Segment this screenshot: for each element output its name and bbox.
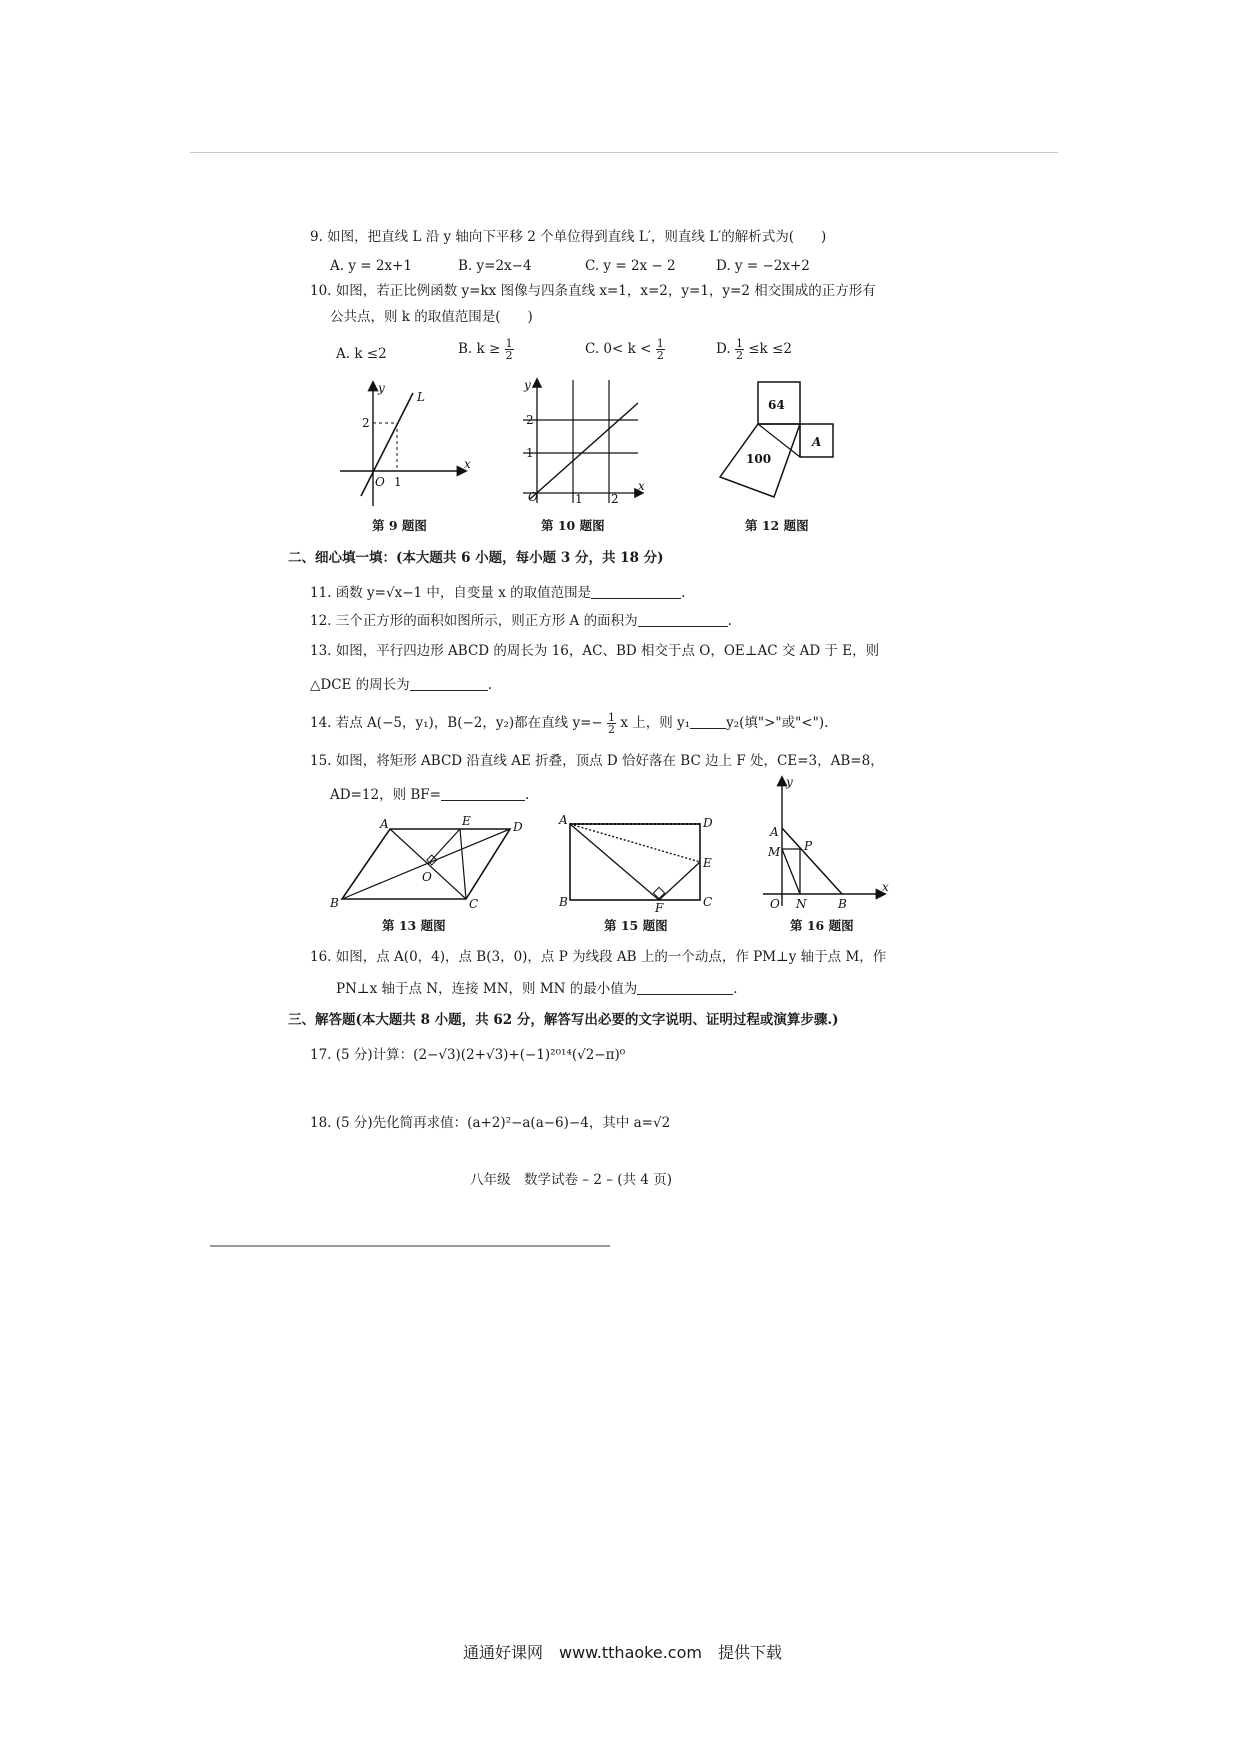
question-14	[310, 712, 828, 735]
point-e-label: E	[462, 814, 471, 828]
q9-option-b: B. y=2x−4	[458, 258, 532, 274]
origin-label: O	[770, 897, 780, 911]
segment-oe	[428, 829, 460, 864]
question-13-line-1: 13. 如图，平行四边形 ABCD 的周长为 16，AC、BD 相交于点 O，OE⊥AC 交 AD 于 E，则	[310, 643, 880, 659]
square-a-label: A	[812, 435, 822, 449]
x-tick-1: 1	[575, 492, 583, 506]
segment-mn	[782, 849, 800, 894]
vertex-c-label: C	[703, 895, 713, 909]
y-axis-label: y	[378, 381, 385, 395]
vertex-b-label: B	[559, 895, 568, 909]
question-13-text: △DCE 的周长为	[310, 677, 410, 693]
question-15-line-2	[330, 786, 529, 804]
question-12	[310, 612, 732, 630]
y-axis-label: y	[524, 378, 531, 392]
fraction-denominator: 2	[656, 349, 664, 362]
fraction-numerator: 1	[608, 711, 616, 724]
fraction-half	[505, 338, 514, 361]
answer-blank[interactable]	[638, 612, 728, 627]
point-m-label: M	[768, 845, 781, 859]
origin-label: O	[375, 475, 385, 489]
question-9: 9. 如图，把直线 L 沿 y 轴向下平移 2 个单位得到直线 L′，则直线 L′的解析式为( )	[310, 229, 827, 245]
point-n-label: N	[796, 897, 807, 911]
q10-option-d	[716, 338, 792, 361]
question-14-mid: x 上，则 y₁	[620, 715, 691, 731]
question-16-line-1: 16. 如图，点 A(0，4)，点 B(3，0)，点 P 为线段 AB 上的一个动点，作 PM⊥y 轴于点 M，作	[310, 949, 887, 965]
vertex-d-label: D	[513, 820, 523, 834]
page-footer: 八年级 数学试卷 – 2 – (共 4 页)	[470, 1172, 672, 1188]
rectangle-abcd	[570, 824, 700, 900]
question-16-end: .	[733, 981, 738, 997]
point-a-label: A	[770, 825, 779, 839]
figure-15-caption: 第 15 题图	[604, 918, 668, 933]
fraction-numerator: 1	[656, 337, 664, 350]
point-o-label: O	[422, 870, 432, 884]
question-12-end: .	[727, 613, 732, 629]
figure-10-caption: 第 10 题图	[541, 518, 605, 533]
question-15-text: AD=12，则 BF=	[330, 787, 441, 803]
question-15-end: .	[524, 787, 530, 803]
figure-9-caption: 第 9 题图	[372, 518, 427, 533]
question-15-line-1: 15. 如图，将矩形 ABCD 沿直线 AE 折叠，顶点 D 恰好落在 BC 边上 F 处，CE=3，AB=8，	[310, 753, 884, 769]
segment-ce	[460, 829, 466, 899]
question-11-text: 11. 函数 y=√x−1 中，自变量 x 的取值范围是	[310, 585, 592, 601]
q10-option-b-label: B. k ≥	[458, 341, 501, 357]
fraction-half	[607, 712, 616, 735]
figure-15	[555, 812, 715, 915]
segment-af	[570, 824, 659, 900]
fraction-half	[656, 338, 665, 361]
line-y-kx	[530, 403, 638, 499]
figure-12	[712, 378, 842, 508]
answer-blank[interactable]	[637, 980, 733, 995]
line-l-label: L	[417, 390, 425, 404]
question-16-line-2	[336, 980, 738, 998]
x-axis-label: x	[464, 457, 471, 471]
x-axis-label: x	[638, 479, 645, 493]
question-10-line-1: 10. 如图，若正比例函数 y=kx 图像与四条直线 x=1，x=2，y=1，y=2 相交围成的正方形有	[310, 283, 876, 299]
segment-ab	[782, 828, 842, 894]
figure-10	[518, 375, 648, 505]
y-tick-2: 2	[526, 413, 534, 427]
segment-fe	[659, 862, 700, 900]
section-3-heading: 三、解答题(本大题共 8 小题，共 62 分，解答写出必要的文字说明、证明过程或演算步骤.)	[288, 1012, 839, 1028]
vertex-b-label: B	[330, 896, 339, 910]
figure-16	[758, 774, 888, 914]
question-10-line-2: 公共点，则 k 的取值范围是( )	[330, 309, 533, 325]
y-axis-label: y	[786, 775, 793, 789]
q10-option-c-label: C. 0< k <	[585, 341, 652, 357]
point-e-label: E	[703, 856, 712, 870]
vertex-c-label: C	[469, 897, 479, 911]
question-14-text: 14. 若点 A(−5，y₁)，B(−2，y₂)都在直线 y=−	[310, 715, 603, 731]
question-16-text: PN⊥x 轴于点 N，连接 MN，则 MN 的最小值为	[336, 981, 638, 997]
q10-option-d-label: D.	[716, 341, 731, 357]
top-divider	[190, 152, 1058, 153]
figure-13	[326, 815, 536, 910]
figure-12-caption: 第 12 题图	[745, 518, 809, 533]
vertex-a-label: A	[559, 813, 568, 827]
question-13-line-2	[310, 676, 492, 694]
fold-line-ae	[570, 824, 700, 862]
answer-blank[interactable]	[690, 714, 726, 729]
y-tick-1: 1	[526, 446, 534, 460]
answer-blank[interactable]	[441, 786, 525, 801]
answer-blank[interactable]	[410, 676, 488, 691]
fraction-denominator: 2	[735, 349, 743, 362]
fraction-denominator: 2	[505, 349, 513, 362]
q10-option-b	[458, 338, 514, 361]
question-12-text: 12. 三个正方形的面积如图所示，则正方形 A 的面积为	[310, 613, 638, 629]
point-p-label: P	[804, 839, 813, 853]
answer-blank[interactable]	[591, 584, 681, 599]
q10-option-c	[585, 338, 665, 361]
q10-option-a: A. k ≤2	[336, 346, 387, 362]
fraction-numerator: 1	[735, 337, 743, 350]
point-f-label: F	[655, 901, 664, 915]
section-2-heading: 二、细心填一填：(本大题共 6 小题，每小题 3 分，共 18 分)	[288, 550, 664, 566]
question-13-end: .	[487, 677, 492, 693]
question-14-end: y₂(填">"或"<").	[726, 715, 829, 731]
q10-option-d-range: ≤k ≤2	[748, 341, 792, 357]
diagonal-bd	[342, 829, 510, 899]
y-tick-2: 2	[362, 416, 370, 430]
vertex-a-label: A	[380, 817, 389, 831]
fraction-numerator: 1	[505, 337, 513, 350]
x-axis-label: x	[882, 880, 889, 894]
vertex-d-label: D	[703, 816, 713, 830]
fraction-half	[735, 338, 744, 361]
point-b-label: B	[838, 897, 847, 911]
square-64-label: 64	[768, 398, 785, 412]
x-tick-1: 1	[394, 475, 402, 489]
figure-16-caption: 第 16 题图	[790, 918, 854, 933]
question-11-end: .	[681, 585, 686, 601]
bottom-divider	[210, 1245, 610, 1247]
q9-option-a: A. y = 2x+1	[330, 258, 412, 274]
q9-option-d: D. y = −2x+2	[716, 258, 810, 274]
question-18: 18. (5 分)先化简再求值：(a+2)²−a(a−6)−4，其中 a=√2	[310, 1115, 671, 1131]
square-100-label: 100	[746, 452, 772, 466]
question-17: 17. (5 分)计算：(2−√3)(2+√3)+(−1)²⁰¹⁴(√2−π)⁰	[310, 1047, 626, 1063]
x-tick-2: 2	[611, 492, 619, 506]
question-11	[310, 584, 685, 602]
website-footer: 通通好课网 www.tthaoke.com 提供下载	[463, 1643, 782, 1662]
fraction-denominator: 2	[608, 723, 616, 736]
line-l	[361, 393, 413, 496]
figure-13-caption: 第 13 题图	[382, 918, 446, 933]
figure-9	[335, 378, 475, 508]
q9-option-c: C. y = 2x − 2	[585, 258, 676, 274]
origin-label: O	[528, 490, 538, 504]
